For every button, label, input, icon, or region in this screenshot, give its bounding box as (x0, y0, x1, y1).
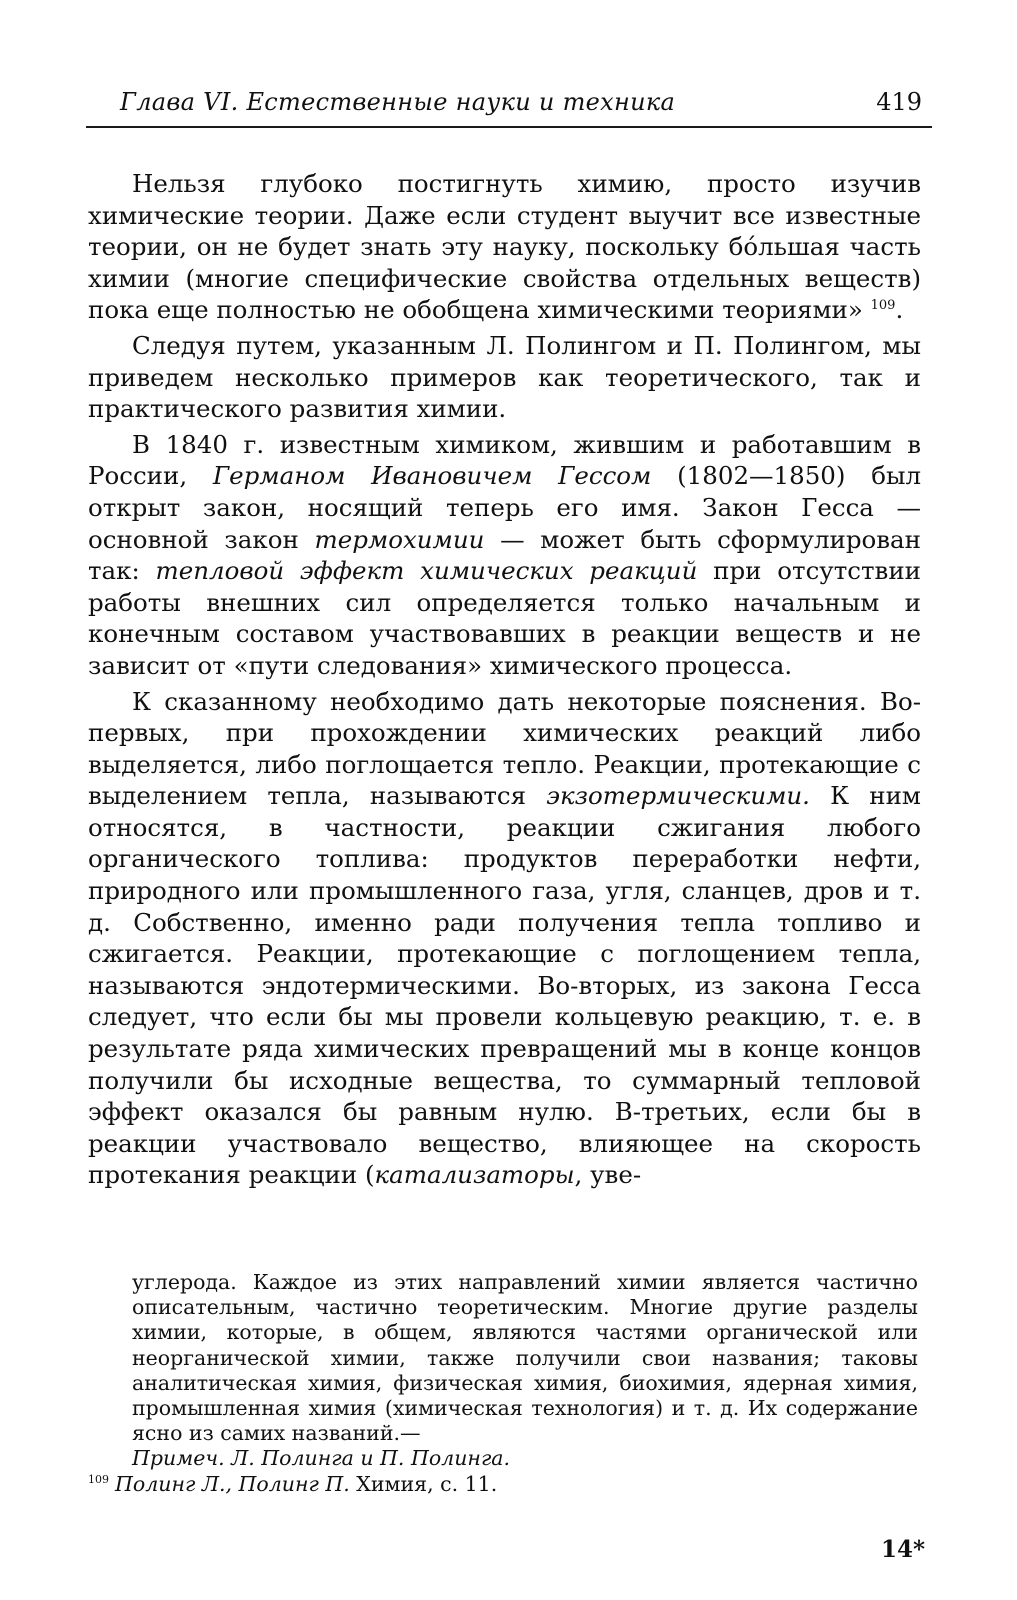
emphasis: катализаторы (374, 1160, 575, 1190)
emphasis: тепловой эффект химических реакций (155, 556, 698, 586)
footnote-109: $^{109}$ Полинг Л., Полинг П. Химия, с. 11. (88, 1471, 498, 1496)
footnote-number: 109 (88, 1472, 109, 1486)
paragraph: К сказанному необходимо дать некоторые пояснения. Во-первых, при прохождении химических реакций либо выделяется, либо поглощается тепло. Реакции, протекающие с выделением тепла, называются экзотермическими. К ним относятся, в частности, реакции сжигания любого органического топлива: продуктов переработки нефти, природного или промышленного газа, угля, сланцев, дров и т. д. Собственно, именно ради получения тепла топливо и сжигается. Реакции, протекающие с поглощением тепла, называются эндотермическими. Во-вторых, из закона Гесса следует, что если бы мы провели кольцевую реакцию, т. е. в результате ряда химических превращений мы в конце концов получили бы исходные вещества, то суммарный тепловой эффект оказался бы равным нулю. В-третьих, если бы в реакции участвовало вещество, влияющее на скорость протекания реакции (катализаторы, уве- (88, 686, 921, 1190)
main-text (88, 168, 921, 1191)
running-title: Глава VI. Естественные науки и техника (120, 88, 676, 116)
printer-signature: 14* (880, 1536, 925, 1563)
footnote-authors: Полинг Л., Полинг П. (115, 1471, 350, 1496)
emphasis: экзотермическими. (546, 781, 810, 811)
footnote-ref: 109 (870, 298, 896, 314)
footnote-attribution: Примеч. Л. Полинга и П. Полинга. (132, 1446, 511, 1471)
footnotes (88, 1270, 918, 1497)
paragraph: В 1840 г. известным химиком, жившим и работавшим в России, Германом Ивановичем Гессом (1802—1850) был открыт закон, носящий теперь его имя. Закон Гесса —основной закон термохимии — может быть сформулирован так: тепловой эффект химических реакций при отсутствии работы внешних сил определяется только начальным и конечным составом участвовавших в реакции веществ и не зависит от «пути следования» химического процесса. (88, 429, 922, 680)
emphasis: Германом Ивановичем Гессом (212, 461, 652, 491)
paragraph: Следуя путем, указанным Л. Полингом и П. Полингом, мы приведем несколько примеров как теоретического, так и практического развития химии. (88, 330, 921, 424)
footnote-continuation: углерода. Каждое из этих направлений химии является частично описательным, частично теоретическим. Многие другие разделы химии, которые, в общем, являются частями органической или неорганической химии, также получили свои названия; таковы аналитическая химия, физическая химия, биохимия, ядерная химия, промышленная химия (химическая технология) и т. д. Их содержание ясно из самих названий.— Примеч. Л. Полинга и П. Полинга. (132, 1270, 918, 1471)
emphasis: термохимии (314, 524, 485, 554)
paragraph: Нельзя глубоко постигнуть химию, просто изучив химические теории. Даже если студент выучит все известные теории, он не будет знать эту науку, поскольку бо́льшая часть химии (многие специфические свойства отдельных веществ) пока еще полностью не обобщена химическими теориями» $^{109}$. (88, 169, 921, 325)
page-header (86, 80, 932, 128)
page-number: 419 (876, 88, 922, 116)
